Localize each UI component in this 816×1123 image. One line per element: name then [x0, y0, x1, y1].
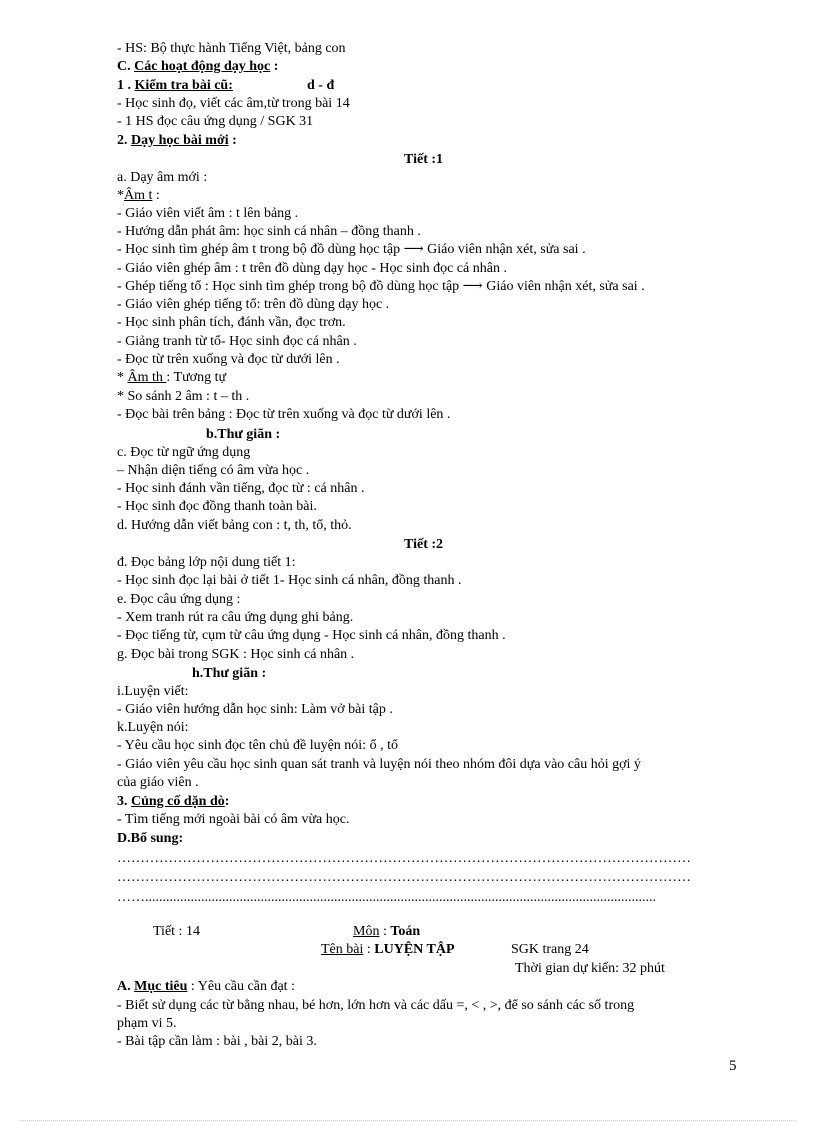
- page-number: 5: [729, 1058, 737, 1074]
- section-c-heading: C. Các hoạt động dạy học :: [117, 59, 279, 74]
- read-board-line: - Đọc bài trên bảng : Đọc từ trên xuống và đọc từ dưới lên .: [117, 407, 451, 422]
- t-line-1: - Giáo viên viết âm : t lên bảng .: [117, 206, 299, 221]
- c-line-2: – Nhận diện tiếng có âm vừa học .: [117, 463, 310, 478]
- e-line-1: e. Đọc câu ứng dụng :: [117, 592, 241, 607]
- dotted-line-1: ……………………………………………………………………………………………………………: [117, 851, 691, 866]
- s3-line-1: - Tìm tiếng mới ngoài bài có âm vừa học.: [117, 812, 350, 827]
- objective-line-3: - Bài tập cần làm : bài , bài 2, bài 3.: [117, 1034, 317, 1049]
- c-line-4: - Học sinh đọc đồng thanh toàn bài.: [117, 499, 317, 514]
- textbook-page: SGK trang 24: [511, 942, 589, 957]
- relax-h-heading: h.Thư giãn :: [192, 666, 267, 681]
- c-line-3: - Học sinh đánh vần tiếng, đọc từ : cá nhân .: [117, 481, 365, 496]
- dotted-line-2: ……………………………………………………………………………………………………………: [117, 870, 691, 885]
- t-line-5: - Ghép tiếng tổ : Học sinh tìm ghép trong bộ đồ dùng học tập ⟶ Giáo viên nhận xét, sửa sai .: [117, 279, 645, 294]
- expected-time: Thời gian dự kiến: 32 phút: [515, 961, 665, 976]
- d-line: d. Hướng dẫn viết bảng con : t, th, tổ, thỏ.: [117, 518, 352, 533]
- review-line-2: - 1 HS đọc câu ứng dụng / SGK 31: [117, 114, 314, 129]
- t-line-8: - Giảng tranh từ tổ- Học sinh đọc cá nhân .: [117, 334, 357, 349]
- objective-line-2: phạm vi 5.: [117, 1016, 177, 1031]
- compare-line: * So sánh 2 âm : t – th .: [117, 389, 250, 404]
- tiet-2-heading: Tiết :2: [404, 537, 444, 552]
- objective-line-1: - Biết sử dụng các từ bằng nhau, bé hơn, lớn hơn và các dấu =, < , >, để so sánh các số trong: [117, 998, 635, 1013]
- t-line-6: - Giáo viên ghép tiếng tổ: trên đồ dùng dạy học .: [117, 297, 390, 312]
- am-t-heading: *Âm t :: [117, 188, 160, 203]
- dd-line-1: đ. Đọc bảng lớp nội dung tiết 1:: [117, 555, 296, 570]
- e-line-2: - Xem tranh rút ra câu ứng dụng ghi bảng.: [117, 610, 354, 625]
- t-line-4: - Giáo viên ghép âm : t trên đồ dùng dạy học - Học sinh đọc cá nhân .: [117, 261, 507, 276]
- review-sounds: d - đ: [307, 78, 335, 93]
- k-line-4: của giáo viên .: [117, 775, 199, 790]
- c-line-1: c. Đọc từ ngữ ứng dụng: [117, 445, 251, 460]
- page-bottom-divider: [20, 1120, 796, 1121]
- subject-line: Môn : Toán: [353, 924, 421, 939]
- t-line-3: - Học sinh tìm ghép âm t trong bộ đồ dùng học tập ⟶ Giáo viên nhận xét, sửa sai .: [117, 242, 586, 257]
- am-th-heading: * Âm th : Tương tự: [117, 370, 227, 385]
- i-line-1: i.Luyện viết:: [117, 684, 189, 699]
- relax-b-heading: b.Thư giãn :: [206, 427, 281, 442]
- line-a: a. Dạy âm mới :: [117, 170, 208, 185]
- lesson-title-line: Tên bài : LUYỆN TẬP: [321, 942, 455, 957]
- section-1-heading: 1 . Kiểm tra bài cũ:: [117, 78, 233, 93]
- section-a-heading: A. Mục tiêu : Yêu cầu cần đạt :: [117, 979, 295, 994]
- k-line-1: k.Luyện nói:: [117, 720, 189, 735]
- dotted-line-3: ……..................................................................................................................................................: [117, 890, 656, 905]
- materials-line: - HS: Bộ thực hành Tiếng Việt, bảng con: [117, 41, 346, 56]
- t-line-7: - Học sinh phân tích, đánh vần, đọc trơn.: [117, 315, 346, 330]
- section-d-heading: D.Bổ sung:: [117, 831, 184, 846]
- dd-line-2: - Học sinh đọc lại bài ở tiết 1- Học sinh cá nhân, đồng thanh .: [117, 573, 462, 588]
- tiet-1-heading: Tiết :1: [404, 152, 444, 167]
- t-line-2: - Hướng dẫn phát âm: học sinh cá nhân – đồng thanh .: [117, 224, 421, 239]
- t-line-9: - Đọc từ trên xuống và đọc từ dưới lên .: [117, 352, 340, 367]
- review-line-1: - Học sinh đọ, viết các âm,từ trong bài 14: [117, 96, 350, 111]
- i-line-2: - Giáo viên hướng dẫn học sinh: Làm vở bài tập .: [117, 702, 393, 717]
- k-line-3: - Giáo viên yêu cầu học sinh quan sát tranh và luyện nói theo nhóm đôi dựa vào câu hỏi gợi ý: [117, 757, 641, 772]
- g-line: g. Đọc bài trong SGK : Học sinh cá nhân .: [117, 647, 355, 662]
- section-3-heading: 3. Củng cố dặn dò:: [117, 794, 230, 809]
- k-line-2: - Yêu cầu học sinh đọc tên chủ đề luyện nói: ổ , tổ: [117, 738, 398, 753]
- section-2-heading: 2. Dạy học bài mới :: [117, 133, 237, 148]
- e-line-3: - Đọc tiếng từ, cụm từ câu ứng dụng - Học sinh cá nhân, đồng thanh .: [117, 628, 506, 643]
- lesson-number: Tiết : 14: [153, 924, 200, 939]
